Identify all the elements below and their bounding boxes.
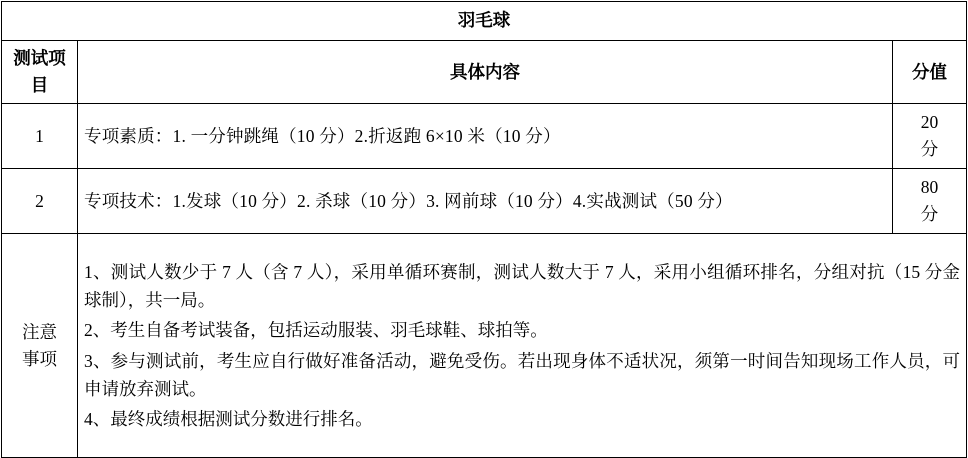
notes-content [78, 234, 967, 458]
column-header-item: 测试项目 [2, 41, 78, 104]
table-row [2, 104, 967, 169]
notes-label-line1: 注意 [22, 321, 57, 342]
row-score-unit: 分 [920, 204, 939, 225]
note-item: 3、参与测试前，考生应自行做好准备活动，避免受伤。若出现身体不适状况，须第一时间告知现场工作人员，可申请放弃测试。 [84, 350, 960, 400]
row-index: 1 [2, 104, 78, 169]
document-page [0, 1, 968, 456]
notes-label [2, 234, 78, 458]
note-item: 2、考生自备考试装备，包括运动服装、羽毛球鞋、球拍等。 [84, 320, 548, 341]
row-index: 2 [2, 169, 78, 234]
row-score-unit: 分 [920, 139, 939, 160]
row-score [892, 104, 966, 169]
notes-row [2, 234, 967, 458]
column-header-content: 具体内容 [78, 41, 893, 104]
note-item: 4、最终成绩根据测试分数进行排名。 [84, 409, 373, 430]
table-header-row [2, 41, 967, 104]
page-title: 羽毛球 [2, 2, 967, 41]
row-score-number: 20 [920, 112, 939, 133]
row-content: 专项素质：1. 一分钟跳绳（10 分）2.折返跑 6×10 米（10 分） [78, 104, 893, 169]
table-title-row [2, 2, 967, 41]
column-header-score: 分值 [892, 41, 966, 104]
table-row [2, 169, 967, 234]
notes-label-line2: 事项 [22, 348, 57, 369]
note-item: 1、测试人数少于 7 人（含 7 人），采用单循环赛制，测试人数大于 7 人，采用小组循环排名，分组对抗（15 分金球制），共一局。 [84, 261, 960, 311]
badminton-test-table [1, 1, 967, 458]
row-score [892, 169, 966, 234]
row-score-number: 80 [920, 177, 939, 198]
row-content: 专项技术：1.发球（10 分）2. 杀球（10 分）3. 网前球（10 分）4.实战测试（50 分） [78, 169, 893, 234]
